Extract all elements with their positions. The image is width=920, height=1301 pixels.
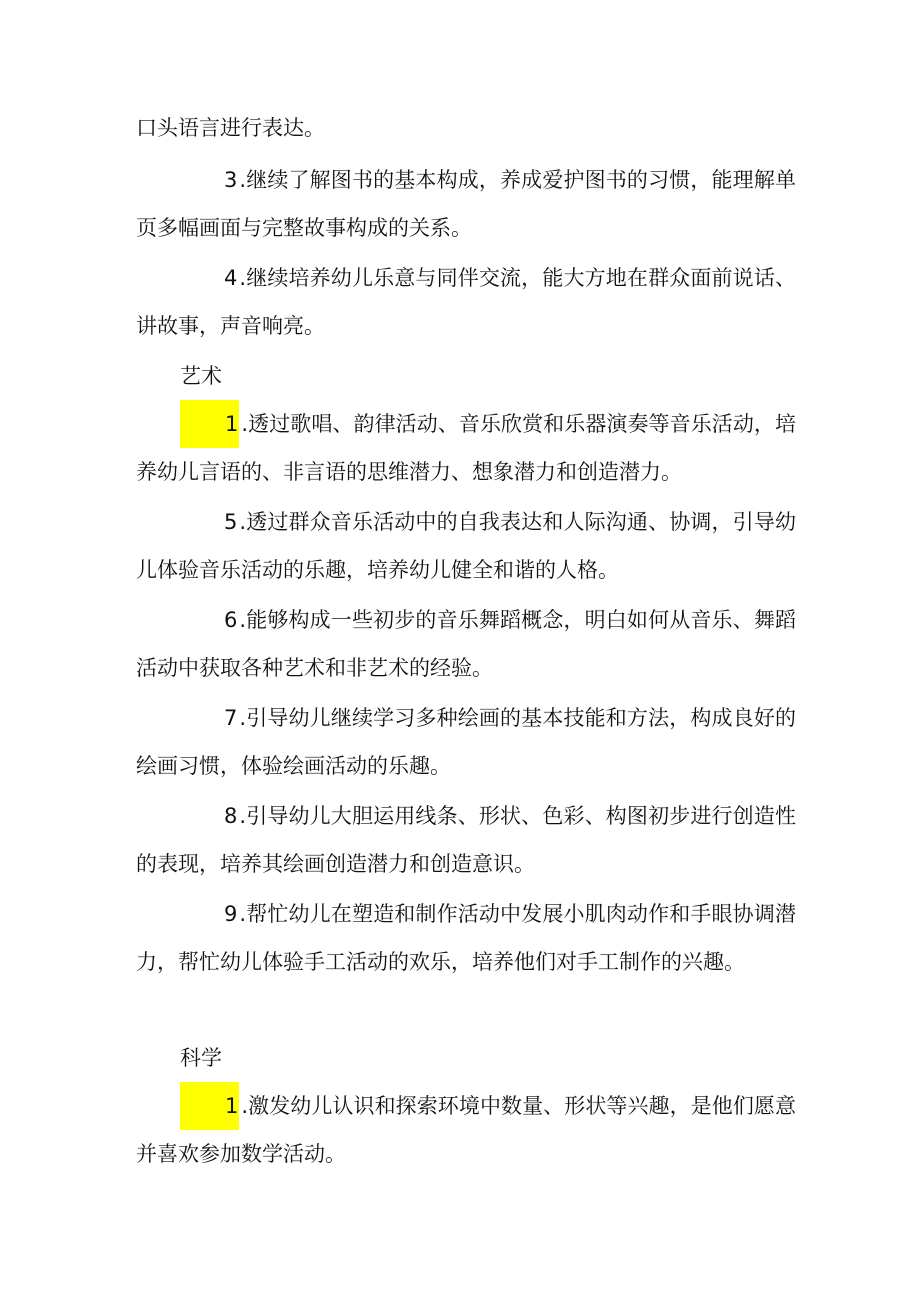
item-text: .继续培养幼儿乐意与同伴交流，能大方地在群众面前说话、讲故事，声音响亮。 <box>136 266 796 338</box>
item-number: 4 <box>224 266 238 290</box>
item-text: .透过歌唱、韵律活动、音乐欣赏和乐器演奏等音乐活动，培养幼儿言语的、非言语的思维潜力、想象潜力和创造潜力。 <box>136 412 796 484</box>
list-item-science-1 <box>136 1082 796 1178</box>
list-item-art-1 <box>136 400 796 496</box>
item-text: .透过群众音乐活动中的自我表达和人际沟通、协调，引导幼儿体验音乐活动的乐趣，培养幼儿健全和谐的人格。 <box>136 510 796 582</box>
item-number: 6 <box>224 608 238 632</box>
paragraph-continuation <box>136 104 796 152</box>
item-number: 7 <box>224 706 238 730</box>
item-text: .继续了解图书的基本构成，养成爱护图书的习惯，能理解单页多幅画面与完整故事构成的关系。 <box>136 168 796 240</box>
list-item-8 <box>136 792 796 888</box>
item-number: 8 <box>224 804 238 828</box>
item-text: .引导幼儿继续学习多种绘画的基本技能和方法，构成良好的绘画习惯，体验绘画活动的乐趣。 <box>136 706 796 778</box>
list-item-7 <box>136 694 796 790</box>
item-text: .帮忙幼儿在塑造和制作活动中发展小肌肉动作和手眼协调潜力，帮忙幼儿体验手工活动的欢乐，培养他们对手工制作的兴趣。 <box>136 902 796 974</box>
item-number: 9 <box>224 902 238 926</box>
list-item-6 <box>136 596 796 692</box>
highlighted-item-number: 1 <box>180 1082 239 1130</box>
item-number: 5 <box>224 510 238 534</box>
section-heading-art: 艺术 <box>180 364 222 388</box>
item-text: .引导幼儿大胆运用线条、形状、色彩、构图初步进行创造性的表现，培养其绘画创造潜力和创造意识。 <box>136 804 796 876</box>
highlighted-item-number: 1 <box>180 400 239 448</box>
list-item-3 <box>136 156 796 252</box>
item-text: .激发幼儿认识和探索环境中数量、形状等兴趣，是他们愿意并喜欢参加数学活动。 <box>136 1094 796 1166</box>
section-heading-science: 科学 <box>180 1046 222 1070</box>
paragraph-text: 口头语言进行表达。 <box>136 116 325 140</box>
item-number: 3 <box>224 168 238 192</box>
list-item-9 <box>136 890 796 986</box>
list-item-4 <box>136 254 796 350</box>
item-text: .能够构成一些初步的音乐舞蹈概念，明白如何从音乐、舞蹈活动中获取各种艺术和非艺术的经验。 <box>136 608 796 680</box>
list-item-5 <box>136 498 796 594</box>
